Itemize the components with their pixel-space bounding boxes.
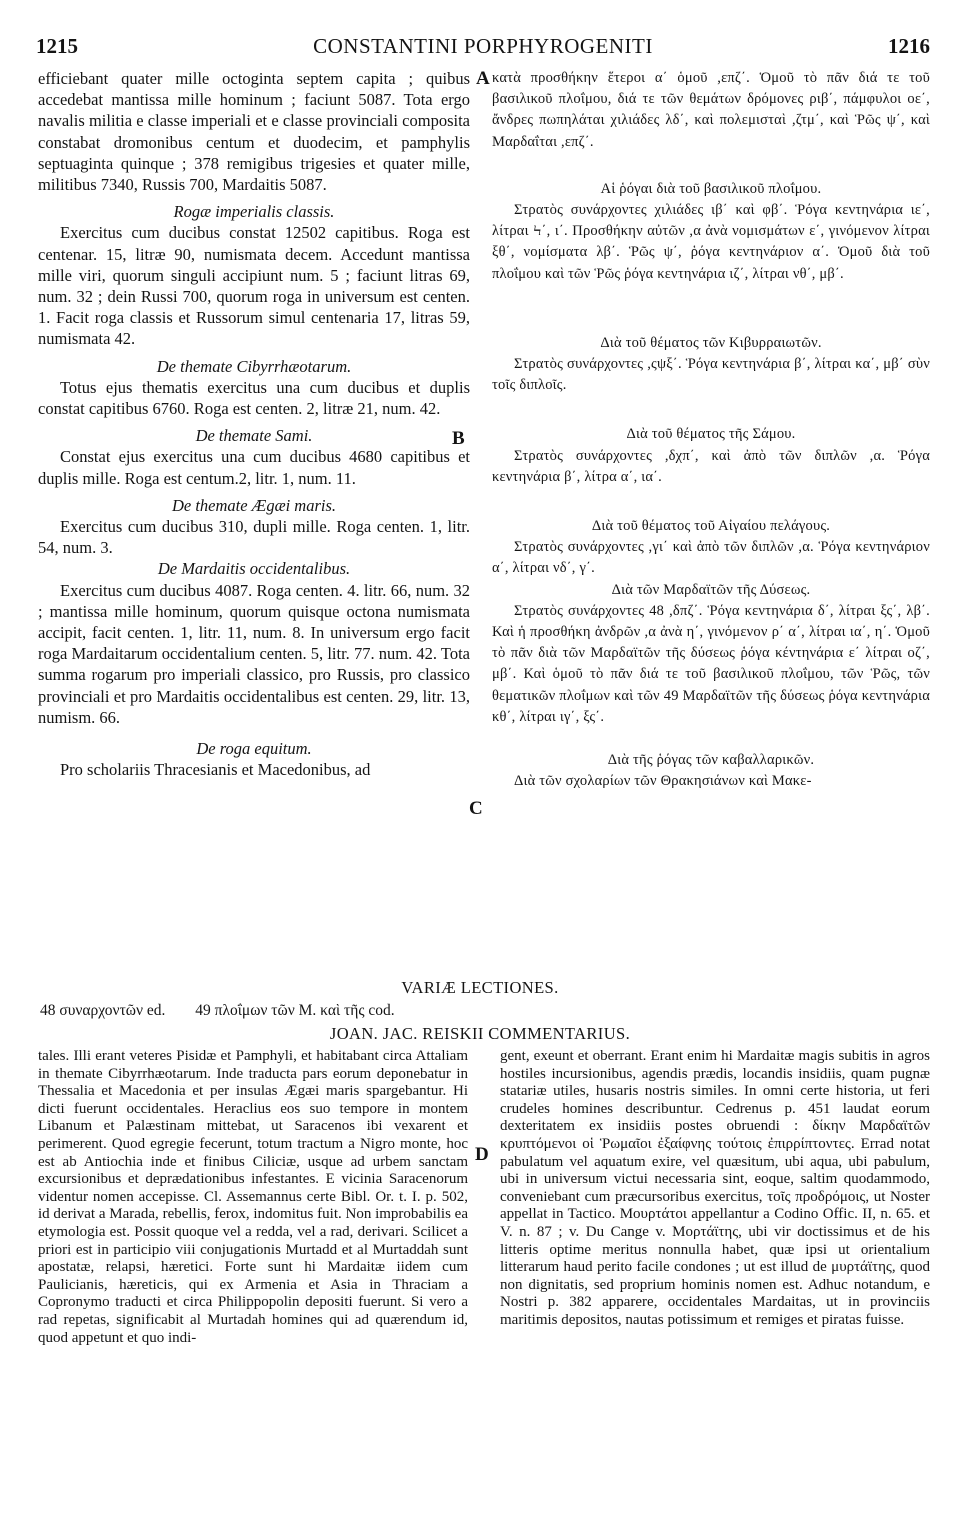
latin-section-heading: De themate Ægæi maris.	[171, 495, 337, 515]
commentary-text: tales. Illi erant veteres Pisidæ et Pamphyli, et habitabant circa Attaliam in themate Cibyrrhæotarum. Inde traducta pars eorum deponebatur in Thessalia et Macedonia et per insulas Ægæi maris spargebantur. Hi dicti fuerunt occidentales. Heraclius eos suo tempore in montem Libanum et Palæstinam mittebat, ut Saracenos ibi vexarent et perimerent. Quod egregie fecerunt, totum tractum a Nigro monte, hoc est ab Antiochia inde et finibus Ciliciæ, usque ad urbem sanctam excursionibus et deprædationibus infestantes. E vicinia Saracenorum videntur nomen accepisse. Cl. Assemannus certe Bibl. Or. t. I. p. 502, id derivat a Marada, rebellis, ferox, indomitus fuit. Non improbabilis ea etymologia est. Possit quoque vel a redda, vel a rad, derivari. Scilicet a priori est in participio viii conjugationis Murtadd et al Murtaddah sunt apostatæ, relapsi, hæretici. Forte sunt hi Mardaitæ iidem cum Paulicianis, hæreticis, qui ex Armenia et Asia in Thraciam a Copronymo traducti et circa Philippopolin depositi fuerunt. Si vero a rad repetas, significabit al Murtadah homines qui ad quærendum id, quod appetunt et quo indi-	[38, 1048, 468, 1346]
page-number-left: 1215	[36, 34, 78, 58]
latin-paragraph: Totus ejus thematis exercitus una cum ducibus et duplis constat capitibus 6760. Roga est centen. 2, litræ 21, num. 42.	[38, 377, 470, 419]
greek-section-heading: Διὰ τῆς ῥόγας τῶν καβαλλαρικῶν.	[607, 752, 815, 769]
greek-paragraph: Στρατὸς συνάρχοντες ,δχπ΄, καὶ ἀπὸ τῶν διπλῶν ,α. Ῥόγα κεντηνάρια β΄, λίτρα α΄, ια΄.	[492, 447, 930, 485]
margin-letter-b: B	[452, 428, 465, 449]
latin-section-heading: De themate Cibyrrhæotarum.	[156, 356, 352, 376]
latin-paragraph: Exercitus cum ducibus 4087. Roga centen. 4. litr. 66, num. 32 ; mantissa mille hominum, quorum quisque octona numismata accipit, facit centen. 1, litr. 11, num. 8. In universum ergo facit roga Mardaitarum occidentalium centen. 5, litr. 77. num. 42. Tota summa rogarum pro imperiali classico, pro Russis, pro classico provinciali et pro Mardaitis occidentalibus est centen. 29, litr. 13, numism. 66.	[38, 580, 470, 727]
greek-column	[492, 68, 930, 792]
latin-section-heading: De roga equitum.	[196, 739, 312, 759]
commentary-heading: JOAN. JAC. REISKII COMMENTARIUS.	[329, 1024, 631, 1043]
greek-section-heading: Διὰ τοῦ θέματος τῶν Κιβυρραιωτῶν.	[600, 334, 822, 351]
greek-section-heading: Διὰ τοῦ θέματος τοῦ Αἰγαίου πελάγους.	[591, 518, 831, 535]
latin-paragraph: Constat ejus exercitus una cum ducibus 4680 capitibus et duplis mille. Roga est centum.2, litr. 1, num. 11.	[38, 447, 470, 488]
variae-lectiones	[40, 1002, 920, 1020]
margin-letter-d: D	[475, 1144, 489, 1165]
latin-column	[38, 68, 470, 781]
greek-paragraph: κατὰ προσθήκην ἕτεροι α΄ ὁμοῦ ,επζ΄. Ὁμοῦ τὸ πᾶν διά τε τοῦ βασιλικοῦ πλοΐμου, διά τε τῶν θεμάτων δρόμονες ριβ΄, πάμφυλοι οε΄, ἄνδρες πωπηλάται χιλιάδες λδ΄, καὶ πολεμισταὶ ,ζτμ΄, καὶ Ῥῶς ψ΄, καὶ Μαρδαΐται ,επζ΄.	[492, 70, 930, 150]
greek-paragraph: Στρατὸς συνάρχοντες ,ςψξ΄. Ῥόγα κεντηνάρια β΄, λίτραι κα΄, μβ΄ σὺν τοῖς διπλοῖς.	[492, 356, 930, 394]
latin-section-heading: De themate Sami.	[195, 426, 313, 446]
greek-section-heading: Διὰ τῶν Μαρδαϊτῶν τῆς Δύσεως.	[611, 581, 811, 598]
variant-note: 48 συναρχοντῶν ed.	[40, 1002, 166, 1019]
greek-paragraph: Στρατὸς συνάρχοντες 48 ,δπζ΄. Ῥόγα κεντηνάρια δ΄, λίτραι ξς΄, λβ΄. Καὶ ἡ προσθήκη ἀνδρῶν ,α ἀνὰ η΄, γινόμενον ρ΄ α΄, λίτραι ια΄, η΄. Ὁμοῦ τὸ πᾶν διὰ τῶν Μαρδαϊτῶν τῆς δύσεως ῥόγα κέντηνάρια ε΄ λίτραι οζ΄, μβ΄. Καὶ ὁμοῦ τὸ πᾶν διά τε τοῦ βασιλικοῦ πλοΐμου, τῶν Ῥῶς, τῶν θεματικῶν πλοΐμων καὶ τῶν 49 Μαρδαϊτῶν τῆς δύσεως ῥόγα κεντηνάρια κθ΄, λίτραι ιγ΄, ξς΄.	[492, 602, 930, 725]
latin-section-heading: Rogæ imperialis classis.	[173, 202, 335, 222]
margin-letter-c: C	[469, 798, 483, 819]
greek-section-heading: Αἱ ῥόγαι διὰ τοῦ βασιλικοῦ πλοΐμου.	[600, 180, 822, 197]
page-number-right: 1216	[888, 34, 930, 58]
latin-paragraph: Pro scholariis Thracesianis et Macedonibus, ad	[60, 760, 371, 780]
margin-letter-a: A	[476, 68, 490, 89]
running-header	[36, 34, 930, 64]
running-title: CONSTANTINI PORPHYROGENITI	[313, 34, 653, 58]
commentary-left-column	[38, 1048, 468, 1347]
greek-paragraph: Διὰ τῶν σχολαρίων τῶν Θρακησιάνων καὶ Μακε-	[514, 773, 812, 790]
latin-paragraph: efficiebant quater mille octoginta septem capita ; quibus accedebat mantissa mille hominum ; faciunt 5087. Tota ergo navalis militia e classe imperiali et e classe provinciali composita constabat dromonibus centum et duodecim, et pamphylis septuaginta quinque ; 378 remigibus trigesies et quater mille, militibus 7340, Russis 700, Mardaitis 5087.	[38, 69, 470, 195]
greek-paragraph: Στρατὸς συνάρχοντες ,γι΄ καὶ ἀπὸ τῶν διπλῶν ,α. Ῥόγα κεντηνάριον α΄, λίτραι νδ΄, γ΄.	[492, 539, 930, 577]
latin-paragraph: Exercitus cum ducibus constat 12502 capitibus. Roga est centenar. 15, litræ 90, numismata decem. Accedunt mantissa mille viri, quorum singuli accipiunt num. 5 ; faciunt litras 69, num. 32 ; dein Russi 700, quorum roga in universum est centen. 1. Facit roga classis et Russorum simul centenaria 17, litras 59, numismata 42.	[38, 223, 470, 349]
greek-section-heading: Διὰ τοῦ θέματος τῆς Σάμου.	[626, 426, 796, 443]
latin-paragraph: Exercitus cum ducibus 310, dupli mille. Roga centen. 1, litr. 54, num. 3.	[38, 517, 470, 558]
latin-section-heading: De Mardaitis occidentalibus.	[157, 559, 351, 579]
variae-lectiones-heading: VARIÆ LECTIONES.	[401, 978, 559, 997]
greek-paragraph: Στρατὸς συνάρχοντες χιλιάδες ιβ΄ καὶ φβ΄. Ῥόγα κεντηνάρια ιε΄, λίτραι Ϟ΄, ι΄. Προσθήκην αὐτῶν ,α ἀνὰ νομισμάτων ε΄, γινόμενον λίτραι ξθ΄, νομίσματα λβ΄. Ῥῶς ψ΄, ῥόγα κεντηνάριον α΄. Ὁμοῦ διὰ τοῦ πλοΐμου καὶ τῶν Ῥῶς ῥόγα κεντηνάρια ιζ΄, λίτραι νθ΄, μβ΄.	[492, 202, 930, 282]
commentary-text: gent, exeunt et oberrant. Erant enim hi Mardaitæ magis subitis in agros hostiles incursionibus, agendis prædis, locandis insidiis, quam pugnæ statariæ utiles, husaris nostris similes. In omni certe historia, ut feri crudeles homines describuntur. Cedrenus p. 451 laudat eorum dexteritatem ex insidiis postes obruendi : δίκην Μαρδαϊτῶν κρυπτόμενοι οἱ Ῥωμαῖοι ἐξαίφνης τούτοις ἐπιρρίπτοντες. Errad notat pabulatum vel aquatum exire, vel quæsitum, ubi aqua, ubi pabulum, ubi in universum victui necessaria sint, eoque, saltim quodammodo, conveniebant cum præcursoribus exercitus, τοῖς προδρόμοις, ut Noster appellat in Tactico. Μουρτάτοι appellantur a Codino Offic. II, n. 65. et V. n. 87 ; v. Du Cange v. Μορτάϊτης, ubi vir doctissimus et de his litteris optime meritus nonnulla habet, quæ ipsi ut orientalium litterarum haud perito facile condones ; ut est illud de μυρτάϊτης, quod non dignitatis, sed proprium hominis nomen est. Adhuc notandum, e Nostri p. 382 apparere, occidentales Mardaitas, ut in provinciis maritimis depositos, nautas potissimum et remiges et piratas fuisse.	[500, 1048, 930, 1328]
variant-note: 49 πλοΐμων τῶν M. καὶ τῆς cod.	[195, 1002, 395, 1019]
commentary-right-column	[500, 1048, 930, 1330]
